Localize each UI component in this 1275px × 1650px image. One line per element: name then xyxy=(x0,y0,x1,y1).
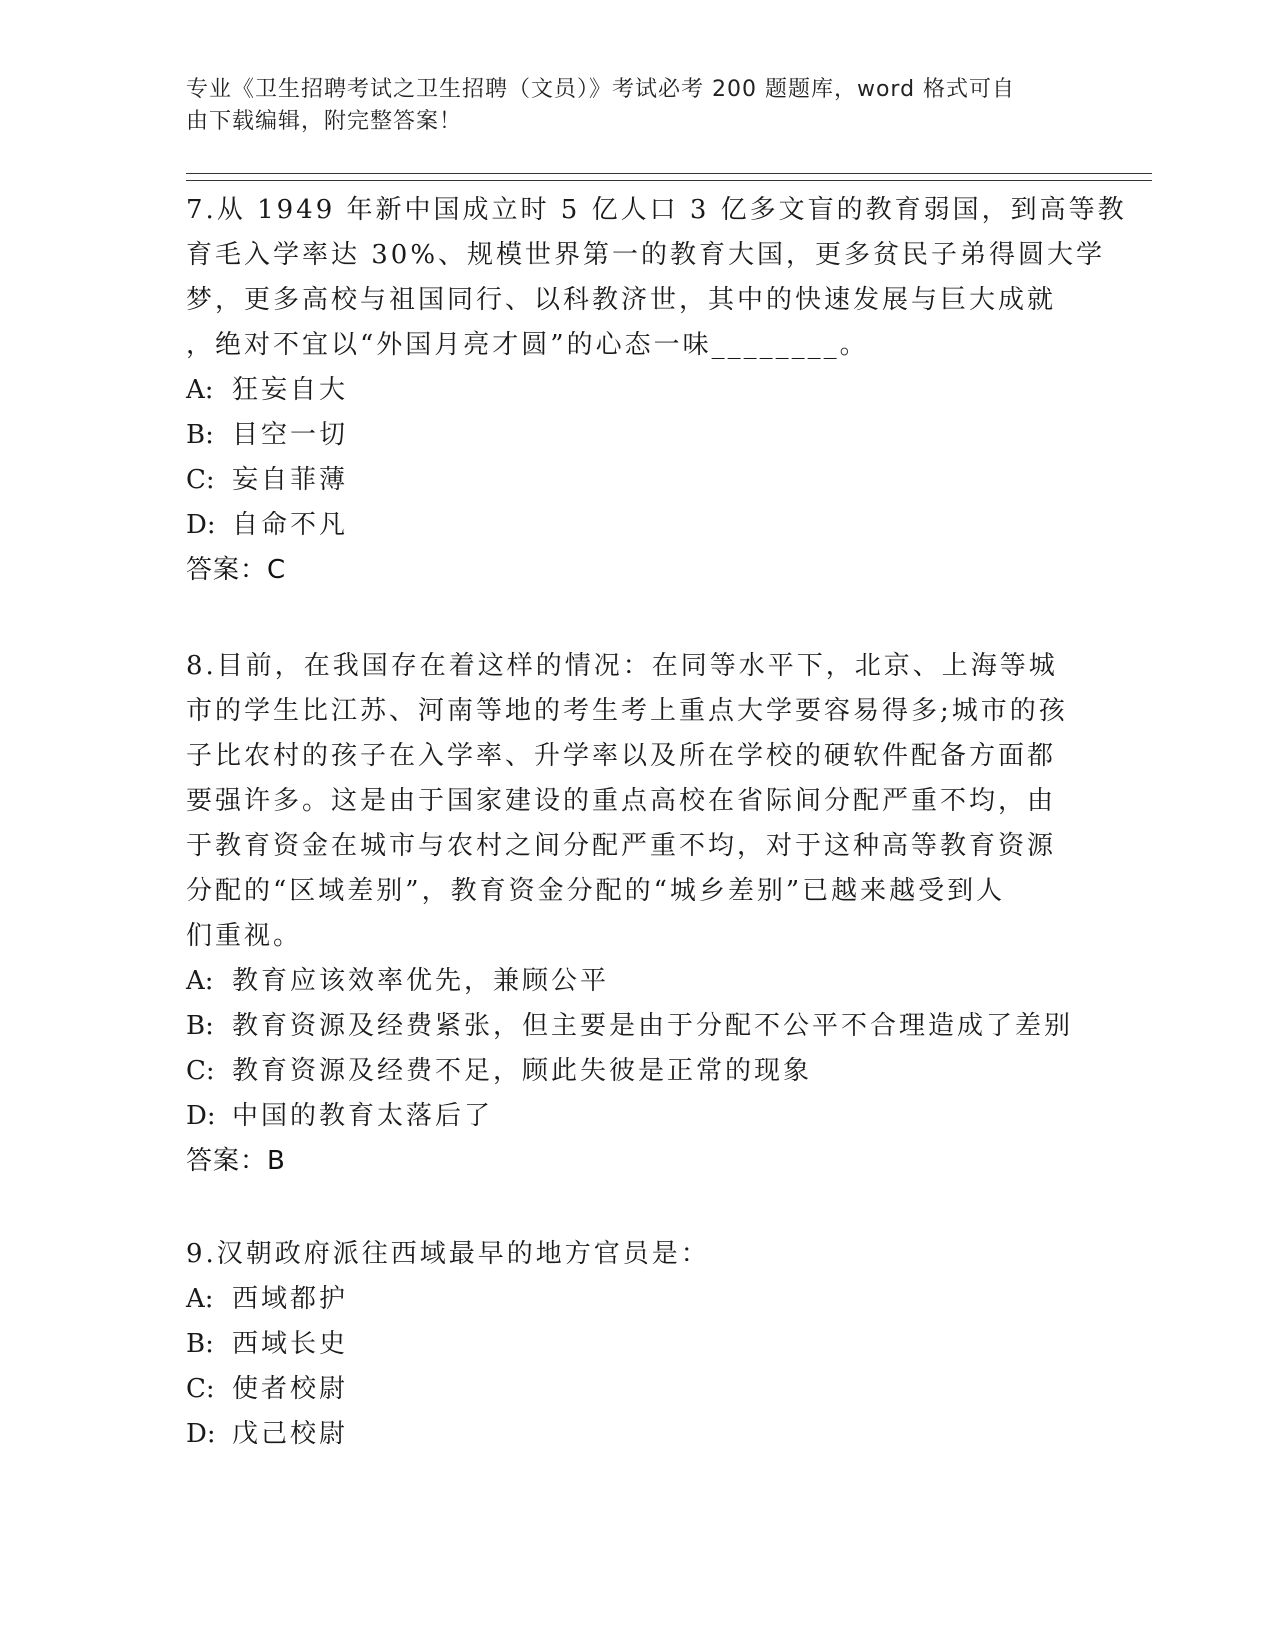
question-stem-line: 于教育资金在城市与农村之间分配严重不均，对于这种高等教育资源 xyxy=(186,831,1057,861)
option-text: 自命不凡 xyxy=(232,510,349,540)
option-key: D: xyxy=(186,1419,216,1449)
question-stem-line: 市的学生比江苏、河南等地的考生考上重点大学要容易得多;城市的孩 xyxy=(186,696,1068,726)
option-b xyxy=(186,1322,1076,1367)
option-a xyxy=(186,368,1076,413)
option-c xyxy=(186,458,1076,503)
option-c xyxy=(186,1049,1076,1094)
question-7 xyxy=(186,188,1127,593)
option-a xyxy=(186,1277,1076,1322)
option-text: 中国的教育太落后了 xyxy=(232,1101,494,1131)
question-stem-line: 9.汉朝政府派往西域最早的地方官员是： xyxy=(186,1239,710,1269)
option-text: 妄自菲薄 xyxy=(232,465,349,495)
header-line-2: 由下载编辑，附完整答案！ xyxy=(186,109,463,134)
option-text: 戊己校尉 xyxy=(232,1419,349,1449)
option-d xyxy=(186,1412,1076,1457)
option-text: 教育资源及经费紧张，但主要是由于分配不公平不合理造成了差别 xyxy=(232,1011,1074,1041)
question-stem-line: 8.目前，在我国存在着这样的情况：在同等水平下，北京、上海等城 xyxy=(186,651,1058,681)
option-c xyxy=(186,1367,1076,1412)
question-9 xyxy=(186,1232,1076,1457)
question-stem-line: 分配的“区域差别”，教育资金分配的“城乡差别”已越来越受到人 xyxy=(186,876,1006,906)
option-text: 目空一切 xyxy=(232,420,349,450)
option-key: C: xyxy=(186,1056,215,1086)
option-key: C: xyxy=(186,1374,215,1404)
question-stem-line: 子比农村的孩子在入学率、升学率以及所在学校的硬软件配备方面都 xyxy=(186,741,1057,771)
document-header xyxy=(186,74,1066,138)
option-text: 西域都护 xyxy=(232,1284,349,1314)
question-stem-line: 育毛入学率达 30%、规模世界第一的教育大国，更多贫民子弟得圆大学 xyxy=(186,240,1106,270)
question-stem-line: 们重视。 xyxy=(186,921,303,951)
header-divider-top xyxy=(186,173,1152,174)
option-key: A: xyxy=(186,966,214,996)
option-key: B: xyxy=(186,1329,214,1359)
option-text: 西域长史 xyxy=(232,1329,349,1359)
answer-line: 答案：B xyxy=(186,1146,286,1176)
option-b xyxy=(186,413,1076,458)
header-divider-bottom xyxy=(186,180,1152,181)
option-key: D: xyxy=(186,510,216,540)
option-text: 狂妄自大 xyxy=(232,375,349,405)
option-key: A: xyxy=(186,375,214,405)
option-key: C: xyxy=(186,465,215,495)
option-a xyxy=(186,959,1076,1004)
option-d xyxy=(186,1094,1076,1139)
option-text: 使者校尉 xyxy=(232,1374,349,1404)
option-key: D: xyxy=(186,1101,216,1131)
question-stem-line: 要强许多。这是由于国家建设的重点高校在省际间分配严重不均，由 xyxy=(186,786,1057,816)
option-key: B: xyxy=(186,420,214,450)
option-key: A: xyxy=(186,1284,214,1314)
option-key: B: xyxy=(186,1011,214,1041)
question-8 xyxy=(186,644,1076,1184)
option-b xyxy=(186,1004,1076,1049)
option-text: 教育资源及经费不足，顾此失彼是正常的现象 xyxy=(232,1056,813,1086)
answer-line: 答案：C xyxy=(186,555,287,585)
option-text: 教育应该效率优先，兼顾公平 xyxy=(232,966,610,996)
option-d xyxy=(186,503,1076,548)
question-stem-line: ，绝对不宜以“外国月亮才圆”的心态一味________。 xyxy=(186,330,869,360)
question-stem-line: 7.从 1949 年新中国成立时 5 亿人口 3 亿多文盲的教育弱国，到高等教 xyxy=(186,195,1127,225)
question-stem-line: 梦，更多高校与祖国同行、以科教济世，其中的快速发展与巨大成就 xyxy=(186,285,1057,315)
header-line-1: 专业《卫生招聘考试之卫生招聘（文员）》考试必考 200 题题库，word 格式可自 xyxy=(186,77,1016,102)
